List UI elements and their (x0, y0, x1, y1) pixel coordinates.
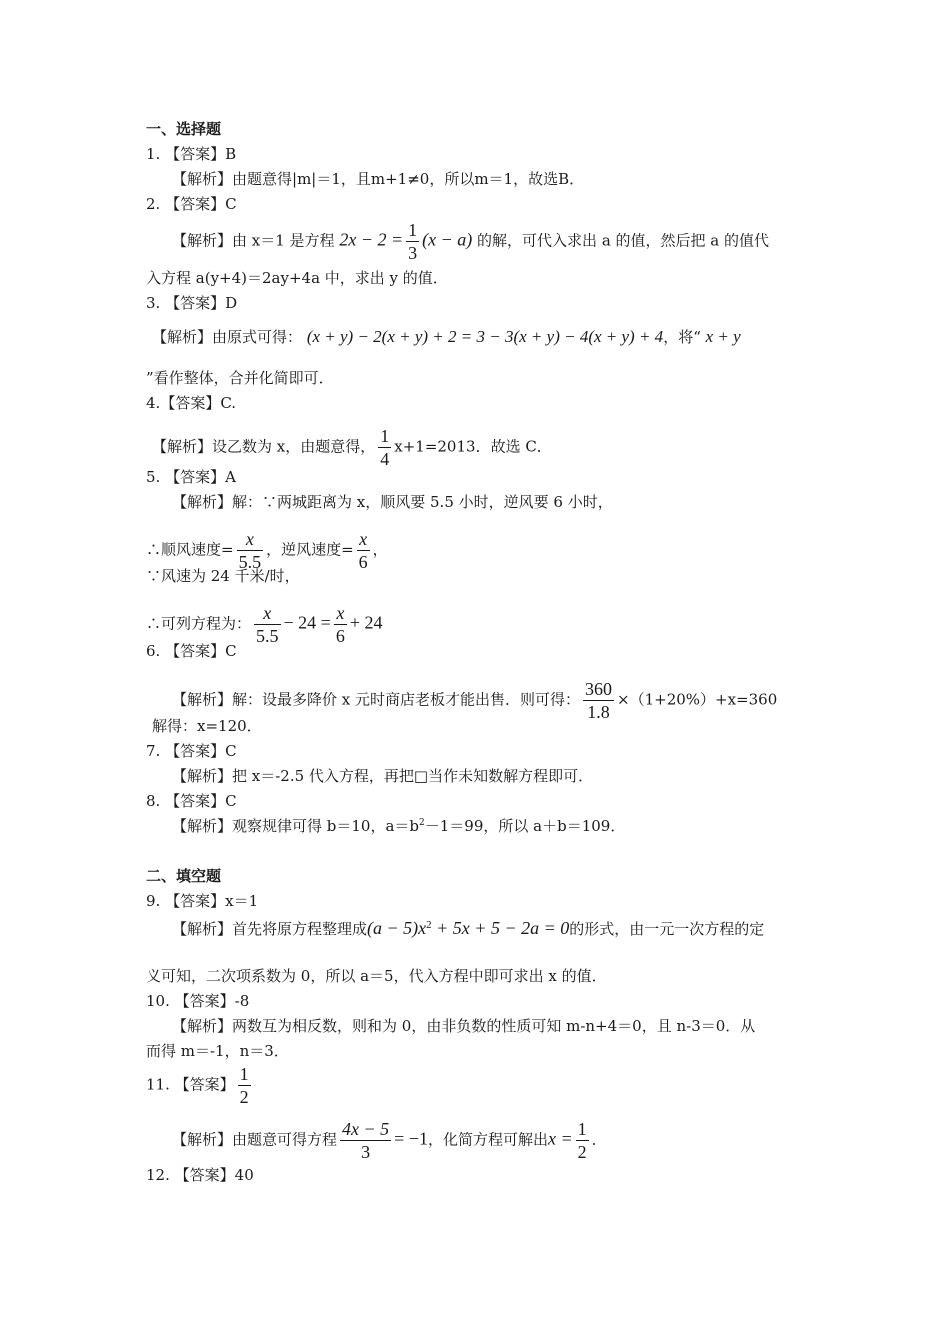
q3-equation: (x + y) − 2(x + y) + 2 = 3 − 3(x + y) − 4(x + y) + 4 (306, 327, 664, 346)
explanation-label: 【解析】 (152, 328, 213, 346)
q5-fraction-2 (357, 528, 370, 573)
q11-answer-line (146, 1063, 254, 1108)
q9-equation-a: (a − 5)x (367, 918, 427, 938)
explanation-label: 【解析】 (172, 920, 233, 938)
q5-line2-c: ， (372, 540, 388, 559)
answer-label: 【答案】 (165, 792, 226, 810)
explanation-label: 【解析】 (172, 170, 233, 188)
q8-explanation (172, 816, 625, 836)
q3-number: 3. (146, 294, 161, 312)
answer-label: 【答案】 (165, 195, 226, 213)
q11-number: 11. (146, 1075, 170, 1094)
q11-equation-right: = −1 (394, 1128, 428, 1149)
answer-label: 【答案】 (165, 468, 226, 486)
q8-answer-line (146, 791, 237, 811)
answer-label: 【答案】 (165, 642, 226, 660)
q8-number: 8. (146, 792, 161, 810)
q5-fraction-4-denominator: 6 (335, 626, 345, 646)
q7-answer-line (146, 741, 237, 761)
answer-label: 【答案】 (165, 742, 226, 760)
answer-label: 【答案】 (165, 145, 226, 163)
q5-fraction-2-denominator: 6 (358, 552, 368, 572)
q11-answer-numerator: 1 (239, 1064, 249, 1084)
q10-answer-line (146, 991, 249, 1011)
q9-equation-superscript: 2 (426, 919, 432, 931)
q8-answer: C (225, 792, 237, 810)
explanation-label: 【解析】 (172, 817, 233, 835)
q6-fraction (583, 678, 614, 723)
q4-fraction-numerator: 1 (380, 426, 390, 446)
q5-line4-a: ∴可列方程为： (146, 614, 252, 633)
q8-explanation-text-b: －1＝99，所以 a＋b＝109． (424, 817, 626, 835)
q2-equation-left: 2x − 2 = (339, 229, 404, 250)
q9-answer-line (146, 891, 258, 911)
q5-fraction-4-numerator: x (334, 602, 347, 625)
q2-number: 2. (146, 195, 161, 213)
q7-number: 7. (146, 742, 161, 760)
q4-fraction-denominator: 4 (380, 449, 390, 469)
answer-label: 【答案】 (174, 1166, 235, 1184)
q2-explanation-text-b: 的解，可代入求出 a 的值，然后把 a 的值代 (477, 231, 770, 250)
answer-label: 【答案】 (165, 892, 226, 910)
q2-fraction-denominator: 3 (408, 243, 418, 263)
q11-explanation-text-b: ，化简方程可解出 (427, 1130, 548, 1149)
q3-explanation (152, 327, 741, 347)
q11-explanation-text-c: ． (591, 1130, 607, 1149)
q2-fraction-numerator: 1 (408, 220, 418, 240)
q9-equation-b: + 5x + 5 − 2a = 0 (431, 918, 570, 938)
q5-answer: A (225, 468, 236, 486)
q4-fraction (378, 425, 391, 470)
q5-fraction-1-numerator: x (237, 528, 264, 551)
q3-answer: D (225, 294, 238, 312)
q5-line4-b: − 24 = (283, 612, 331, 633)
q5-fraction-3-numerator: x (254, 602, 281, 625)
q11-explanation (172, 1118, 607, 1163)
q1-answer: B (225, 145, 237, 163)
q4-explanation (152, 425, 552, 470)
q5-fraction-3-denominator: 5.5 (256, 626, 279, 646)
q6-explanation (172, 678, 777, 723)
q3-answer-line (146, 293, 237, 313)
explanation-label: 【解析】 (172, 767, 233, 785)
q5-line4-c: + 24 (349, 612, 383, 633)
q9-explanation (172, 918, 764, 939)
explanation-label: 【解析】 (172, 690, 233, 709)
explanation-label: 【解析】 (172, 493, 233, 511)
q9-answer: x＝1 (225, 892, 259, 910)
q6-fraction-denominator: 1.8 (587, 702, 610, 722)
q8-superscript: 2 (419, 818, 425, 828)
q5-fraction-1-denominator: 5.5 (238, 552, 262, 572)
q10-answer: -8 (234, 992, 250, 1010)
q2-explanation-cont: 入方程 a(y+4)＝2ay+4a 中，求出 y 的值． (146, 269, 448, 287)
section-title-choice: 一、选择题 (146, 120, 222, 138)
answer-label: 【答案】 (174, 992, 235, 1010)
q1-number: 1. (146, 145, 161, 163)
q6-solution: 解得：x=120． (152, 717, 262, 735)
q3-explanation-cont: ”看作整体，合并化简即可． (146, 369, 334, 387)
q4-answer-line (146, 393, 236, 413)
answer-label: 【答案】 (174, 1075, 235, 1094)
q11-answer-denominator: 2 (239, 1087, 249, 1107)
explanation-label: 【解析】 (172, 231, 233, 250)
q11-fraction-2-numerator: 1 (577, 1119, 587, 1139)
q1-explanation-text: 由题意得|m|＝1，且m+1≠0，所以m＝1，故选B． (232, 170, 585, 188)
q7-explanation (172, 766, 593, 786)
section-title-fill: 二、填空题 (146, 867, 222, 885)
q11-explanation-text-a: 由题意可得方程 (232, 1130, 338, 1149)
q10-explanation (172, 1016, 755, 1036)
q5-wind-line: ∵风速为 24 千米/时， (146, 567, 300, 585)
q12-answer: 40 (234, 1166, 254, 1184)
q6-explanation-text-a: 解：设最多降价 x 元时商店老板才能出售．则可得： (232, 690, 581, 709)
q11-x-equals: x = (548, 1128, 573, 1149)
q5-fraction-4 (334, 602, 347, 647)
q1-explanation (172, 169, 584, 189)
q2-explanation (172, 219, 769, 264)
q2-answer-line (146, 194, 237, 214)
q10-explanation-cont: 而得 m＝-1，n＝3． (146, 1042, 289, 1060)
q10-number: 10. (146, 992, 170, 1010)
explanation-label: 【解析】 (172, 1130, 233, 1149)
q11-fraction-2-denominator: 2 (577, 1142, 587, 1162)
q4-explanation-text-a: 设乙数为 x，由题意得， (212, 437, 376, 456)
q5-answer-line (146, 467, 236, 487)
answer-label: 【答案】 (160, 394, 221, 412)
q3-explanation-text-b: ，将“ (663, 328, 701, 346)
q1-answer-line (146, 144, 236, 164)
q5-fraction-2-numerator: x (357, 528, 370, 551)
q5-fraction-3 (254, 602, 281, 647)
q11-fraction-denominator: 3 (361, 1142, 371, 1162)
q12-answer-line (146, 1165, 254, 1185)
q12-number: 12. (146, 1166, 170, 1184)
q9-explanation-cont: 义可知，二次项系数为 0，所以 a＝5，代入方程中即可求出 x 的值． (146, 967, 607, 985)
q3-explanation-text-a: 由原式可得： (212, 328, 303, 346)
q5-explanation (172, 492, 613, 512)
q8-explanation-text-a: 观察规律可得 b＝10，a＝b (232, 817, 420, 835)
q9-explanation-text-b: 的形式，由一元一次方程的定 (569, 920, 765, 938)
q3-xy: x + y (705, 327, 741, 346)
q11-fraction-2 (576, 1118, 589, 1163)
explanation-label: 【解析】 (152, 437, 213, 456)
explanation-label: 【解析】 (172, 1017, 233, 1035)
q5-line2-b: ，逆风速度= (266, 540, 354, 559)
q5-line2-a: ∴顺风速度= (146, 540, 234, 559)
q6-number: 6. (146, 642, 161, 660)
q11-answer-fraction (238, 1063, 251, 1108)
q2-explanation-text-a: 由 x＝1 是方程 (232, 231, 335, 250)
q4-number: 4. (146, 394, 161, 412)
q5-number: 5. (146, 468, 161, 486)
q11-fraction (340, 1118, 391, 1163)
q2-equation-right: (x − a) (422, 229, 473, 250)
q10-explanation-text-a: 两数互为相反数，则和为 0，由非负数的性质可知 m-n+4＝0，且 n-3＝0．从 (232, 1017, 756, 1035)
q7-answer: C (225, 742, 237, 760)
q9-explanation-text-a: 首先将原方程整理成 (232, 920, 368, 938)
q6-answer: C (225, 642, 237, 660)
q6-answer-line (146, 641, 237, 661)
q9-number: 9. (146, 892, 161, 910)
q6-fraction-numerator: 360 (585, 679, 613, 699)
q5-explanation-line1: 解：∵两城距离为 x，顺风要 5.5 小时，逆风要 6 小时， (232, 493, 613, 511)
q2-fraction (406, 219, 419, 264)
q4-explanation-text-b: x+1=2013．故选 C． (394, 437, 552, 456)
answer-label: 【答案】 (165, 294, 226, 312)
q11-fraction-numerator: 4x − 5 (342, 1119, 390, 1139)
q4-answer: C. (220, 394, 237, 412)
q7-explanation-text: 把 x＝-2.5 代入方程，再把□当作未知数解方程即可． (232, 767, 594, 785)
q2-answer: C (225, 195, 237, 213)
q6-explanation-text-b: ×（1+20%）+x=360 (617, 690, 778, 709)
